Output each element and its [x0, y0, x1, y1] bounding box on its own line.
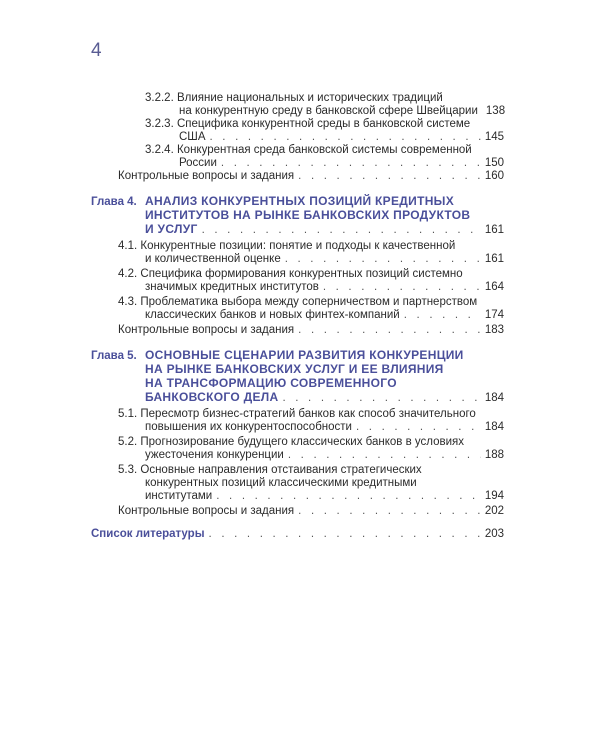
dot-leader	[221, 156, 481, 170]
dot-leader	[209, 527, 481, 541]
entry-number: 4.1.	[118, 240, 138, 252]
toc-entry-3-2-3-line1[interactable]	[145, 117, 470, 131]
entry-text: повышения их конкурентоспособности	[145, 421, 352, 433]
page-ref: 184	[484, 392, 504, 404]
toc-entry-4-3-line1[interactable]	[118, 295, 477, 309]
page-ref: 161	[484, 253, 504, 265]
entry-number: 3.2.2.	[145, 92, 174, 104]
page-ref: 161	[484, 224, 504, 236]
dot-leader	[298, 323, 481, 337]
toc-entry-3-2-4-line1[interactable]	[145, 143, 472, 157]
toc-control-questions-5[interactable]	[118, 504, 504, 518]
dot-leader	[202, 223, 481, 237]
entry-number: 3.2.3.	[145, 118, 174, 130]
toc-entry-4-2[interactable]	[145, 280, 504, 294]
page-ref: 203	[484, 528, 504, 540]
page-ref: 202	[484, 505, 504, 517]
page-ref: 150	[484, 157, 504, 169]
entry-text: институтами	[145, 490, 213, 502]
dot-leader	[298, 169, 481, 183]
toc-entry-5-3-line2[interactable]	[145, 476, 417, 490]
entry-text: Пересмотр бизнес-стратегий банков как способ значительного	[140, 408, 476, 420]
toc-entry-3-2-2-line1[interactable]	[145, 91, 443, 105]
entry-text: Конкурентная среда банковской системы современной	[176, 144, 472, 156]
chapter-5-title-line4: БАНКОВСКОГО ДЕЛА	[145, 390, 279, 404]
entry-number: 5.1.	[118, 408, 138, 420]
chapter-4-title-line2[interactable]: ИНСТИТУТОВ НА РЫНКЕ БАНКОВСКИХ ПРОДУКТОВ	[145, 208, 471, 222]
entry-text: ужесточения конкуренции	[145, 449, 284, 461]
entry-number: 4.2.	[118, 268, 138, 280]
toc-entry-5-3[interactable]	[145, 489, 504, 503]
page-number: 4	[91, 40, 102, 61]
entry-number: 3.2.4.	[145, 144, 174, 156]
entry-text: Контрольные вопросы и задания	[118, 324, 295, 336]
chapter-5-title-line1[interactable]: ОСНОВНЫЕ СЦЕНАРИИ РАЗВИТИЯ КОНКУРЕНЦИИ	[145, 348, 464, 362]
entry-text: конкурентных позиций классическими кредитными	[145, 477, 417, 489]
toc-entry-4-1-line1[interactable]	[118, 239, 455, 253]
page-ref: 145	[484, 131, 504, 143]
chapter-5-label: Глава 5.	[91, 350, 137, 362]
entry-text: Проблематика выбора между соперничеством и партнерством	[140, 296, 478, 308]
toc-entry-5-1-line1[interactable]	[118, 407, 476, 421]
entry-text: Основные направления отстаивания стратегических	[140, 464, 422, 476]
toc-entry-5-1[interactable]	[145, 420, 504, 434]
entry-text: Контрольные вопросы и задания	[118, 170, 295, 182]
entry-text: на конкурентную среду в банковской сфере Швейцарии	[179, 105, 478, 117]
entry-text: Специфика конкурентной среды в банковской системе	[176, 118, 471, 130]
entry-text: Прогнозирование будущего классических банков в условиях	[140, 436, 464, 448]
page-ref: 194	[484, 490, 504, 502]
page-ref: 188	[484, 449, 504, 461]
dot-leader	[285, 252, 481, 266]
toc-control-questions-4[interactable]	[118, 323, 504, 337]
dot-leader	[210, 130, 481, 144]
toc-entry-4-2-line1[interactable]	[118, 267, 463, 281]
dot-leader	[288, 448, 481, 462]
dot-leader	[298, 504, 481, 518]
dot-leader	[323, 280, 481, 294]
toc-chapter-5[interactable]	[145, 390, 504, 405]
entry-text: США	[179, 131, 206, 143]
toc-bibliography[interactable]	[91, 527, 504, 541]
entry-text: Специфика формирования конкурентных позиций системно	[140, 268, 463, 280]
entry-text: значимых кредитных институтов	[145, 281, 319, 293]
page-ref: 174	[484, 309, 504, 321]
chapter-5-title-line3[interactable]: НА ТРАНСФОРМАЦИЮ СОВРЕМЕННОГО	[145, 376, 397, 390]
entry-text: Список литературы	[91, 528, 205, 540]
entry-text: классических банков и новых финтех-компаний	[145, 309, 400, 321]
toc-entry-3-2-2[interactable]	[179, 104, 504, 118]
toc-entry-4-1[interactable]	[145, 252, 504, 266]
entry-text: и количественной оценке	[145, 253, 281, 265]
chapter-5-title-line2[interactable]: НА РЫНКЕ БАНКОВСКИХ УСЛУГ И ЕЕ ВЛИЯНИЯ	[145, 362, 444, 376]
page-ref: 164	[484, 281, 504, 293]
toc-entry-4-3[interactable]	[145, 308, 504, 322]
page-ref: 138	[485, 105, 506, 117]
entry-text: Влияние национальных и исторических традиций	[176, 92, 443, 104]
toc-entry-5-3-line1[interactable]	[118, 463, 422, 477]
page-ref: 184	[484, 421, 504, 433]
page-ref: 160	[484, 170, 504, 182]
entry-text: Контрольные вопросы и задания	[118, 505, 295, 517]
chapter-4-title-line3: И УСЛУГ	[145, 222, 198, 236]
dot-leader	[356, 420, 481, 434]
toc-control-questions-3[interactable]	[118, 169, 504, 183]
entry-number: 4.3.	[118, 296, 138, 308]
toc-entry-5-2-line1[interactable]	[118, 435, 464, 449]
chapter-4-title-line1[interactable]: АНАЛИЗ КОНКУРЕНТНЫХ ПОЗИЦИЙ КРЕДИТНЫХ	[145, 194, 455, 208]
dot-leader	[282, 391, 480, 405]
page-ref: 183	[484, 324, 504, 336]
entry-number: 5.2.	[118, 436, 138, 448]
entry-number: 5.3.	[118, 464, 138, 476]
toc-entry-3-2-4[interactable]	[179, 156, 504, 170]
dot-leader	[216, 489, 481, 503]
chapter-4-label: Глава 4.	[91, 196, 137, 208]
entry-text: России	[179, 157, 217, 169]
entry-text: Конкурентные позиции: понятие и подходы к качественной	[140, 240, 456, 252]
toc-entry-5-2[interactable]	[145, 448, 504, 462]
dot-leader	[404, 308, 481, 322]
toc-chapter-4[interactable]	[145, 222, 504, 237]
toc-entry-3-2-3[interactable]	[179, 130, 504, 144]
